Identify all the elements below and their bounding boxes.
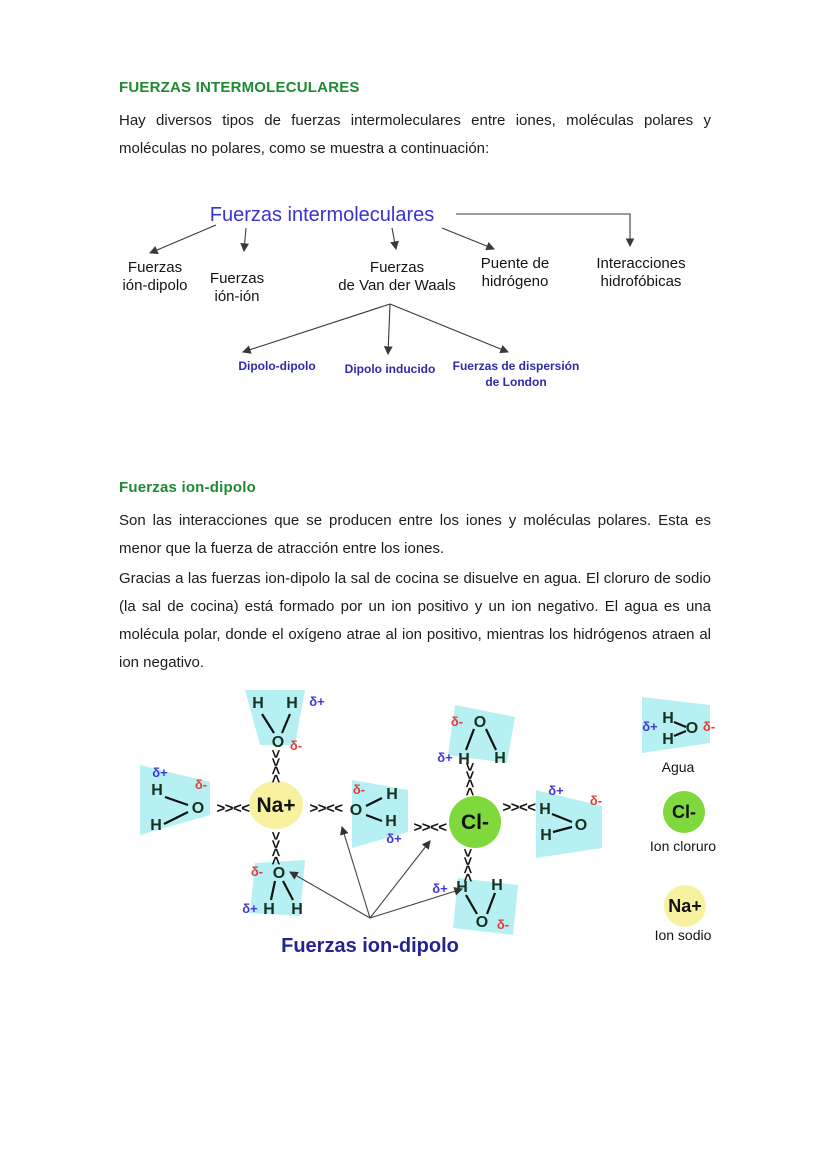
delta-minus-label: δ- xyxy=(450,714,464,729)
branch-ion-dipole-line2: ión-dipolo xyxy=(122,277,188,294)
oxygen-label: O xyxy=(475,914,489,931)
branch-ion-ion-line1: Fuerzas xyxy=(209,270,265,287)
tree-arrow-london xyxy=(390,304,508,352)
hydrogen-label: H xyxy=(494,750,506,767)
branch-ion-dipole-line1: Fuerzas xyxy=(127,259,183,276)
oxygen-label: O xyxy=(685,720,699,737)
delta-plus-label: δ+ xyxy=(386,831,402,846)
legend-chloride-symbol: Cl- xyxy=(672,802,696,822)
delta-minus-label: δ- xyxy=(289,738,303,753)
oxygen-label: O xyxy=(473,714,487,731)
delta-minus-label: δ- xyxy=(352,782,366,797)
forces-tree-diagram xyxy=(110,192,720,402)
attraction-symbol: >><< xyxy=(413,819,447,836)
attraction-symbol-vertical: >><< xyxy=(459,848,476,882)
delta-plus-label: δ+ xyxy=(309,694,325,709)
section2-paragraph2: Gracias a las fuerzas ion-dipolo la sal de cocina se disuelve en agua. El cloruro de sodio (la sal de cocina) está formado por un ion positivo y un ion negativo. El agua es una molécula polar, donde el oxígeno atrae al ion positivo, mientras los hidrógenos atraen al ion negativo. xyxy=(119,570,711,671)
branch-vdw-line2: de Van der Waals xyxy=(338,277,456,294)
oxygen-label: O xyxy=(191,800,205,817)
sodium-ion-label: Na+ xyxy=(256,794,296,817)
tree-arrow-hbond xyxy=(442,228,494,249)
delta-plus-label: δ+ xyxy=(152,765,168,780)
hydrogen-label: H xyxy=(662,731,674,748)
ion-dipole-diagram xyxy=(128,665,733,965)
attraction-symbol-vertical: >><< xyxy=(461,762,478,796)
hydrogen-label: H xyxy=(386,786,398,803)
tree-arrow-vdw xyxy=(392,228,396,249)
hydrogen-label: H xyxy=(456,879,468,896)
branch-vdw-line1: Fuerzas xyxy=(369,259,425,276)
delta-minus-label: δ- xyxy=(496,917,510,932)
tree-arrow-ion-ion xyxy=(244,228,246,251)
delta-minus-label: δ- xyxy=(702,719,716,734)
branch-ion-ion-line2: ión-ión xyxy=(214,288,260,305)
delta-minus-label: δ- xyxy=(194,777,208,792)
attraction-symbol: >><< xyxy=(216,800,250,817)
hydrogen-label: H xyxy=(458,751,470,768)
hydrogen-label: H xyxy=(263,901,275,918)
hydrogen-label: H xyxy=(385,813,397,830)
legend-water-label: Agua xyxy=(661,759,695,775)
delta-plus-label: δ+ xyxy=(242,901,258,916)
branch-hbond-line2: hidrógeno xyxy=(481,273,549,290)
hydrogen-label: H xyxy=(151,782,163,799)
legend-sodium-symbol: Na+ xyxy=(668,896,702,916)
oxygen-label: O xyxy=(574,817,588,834)
tree-title: Fuerzas intermoleculares xyxy=(209,204,435,226)
hydrogen-label: H xyxy=(491,877,503,894)
branch-hydrophobic-line2: hidrofóbicas xyxy=(600,273,682,290)
attraction-symbol-vertical: >><< xyxy=(267,831,284,865)
delta-plus-label: δ+ xyxy=(432,881,448,896)
hydrogen-label: H xyxy=(286,695,298,712)
caption-arrow xyxy=(370,841,430,918)
attraction-symbol-vertical: >><< xyxy=(267,749,284,783)
legend-chloride-label: Ion cloruro xyxy=(649,838,717,854)
section1-heading: FUERZAS INTERMOLECULARES xyxy=(119,79,360,96)
attraction-symbol: >><< xyxy=(309,800,343,817)
caption-arrow xyxy=(370,889,462,918)
hydrogen-label: H xyxy=(252,695,264,712)
delta-minus-label: δ- xyxy=(589,793,603,808)
attraction-symbol: >><< xyxy=(502,799,536,816)
sub-london-line2: de London xyxy=(485,375,547,389)
branch-hbond-line1: Puente de xyxy=(480,255,550,272)
delta-plus-label: δ+ xyxy=(437,750,453,765)
tree-arrow-dipole-dipole xyxy=(243,304,390,352)
hydrogen-label: H xyxy=(291,901,303,918)
branch-hydrophobic-line1: Interacciones xyxy=(596,255,686,272)
section2-paragraph1: Son las interacciones que se producen entre los iones y moléculas polares. Esta es menor que la fuerza de atracción entre los iones. xyxy=(119,512,711,557)
tree-arrow-induced-dipole xyxy=(388,304,390,354)
section2-heading: Fuerzas ion-dipolo xyxy=(119,479,256,496)
chloride-ion-label: Cl- xyxy=(461,811,489,834)
delta-minus-label: δ- xyxy=(250,864,264,879)
delta-plus-label: δ+ xyxy=(642,719,658,734)
tree-arrow-ion-dipole xyxy=(150,225,216,253)
hydrogen-label: H xyxy=(540,827,552,844)
oxygen-label: O xyxy=(349,802,363,819)
tree-connector-hydrophobic xyxy=(456,214,630,246)
sub-induced-dipole: Dipolo inducido xyxy=(344,362,436,376)
sub-london-line1: Fuerzas de dispersión xyxy=(452,359,580,373)
sub-dipole-dipole: Dipolo-dipolo xyxy=(238,359,316,373)
hydrogen-label: H xyxy=(150,817,162,834)
oxygen-label: O xyxy=(271,734,285,751)
hydrogen-label: H xyxy=(662,710,674,727)
legend-sodium-label: Ion sodio xyxy=(654,927,712,943)
section1-paragraph: Hay diversos tipos de fuerzas intermoleculares entre iones, moléculas polares y moléculas no polares, como se muestra a continuación: xyxy=(119,112,711,157)
delta-plus-label: δ+ xyxy=(548,783,564,798)
molecule-diagram-caption: Fuerzas ion-dipolo xyxy=(281,935,459,957)
hydrogen-label: H xyxy=(539,801,551,818)
oxygen-label: O xyxy=(272,865,286,882)
